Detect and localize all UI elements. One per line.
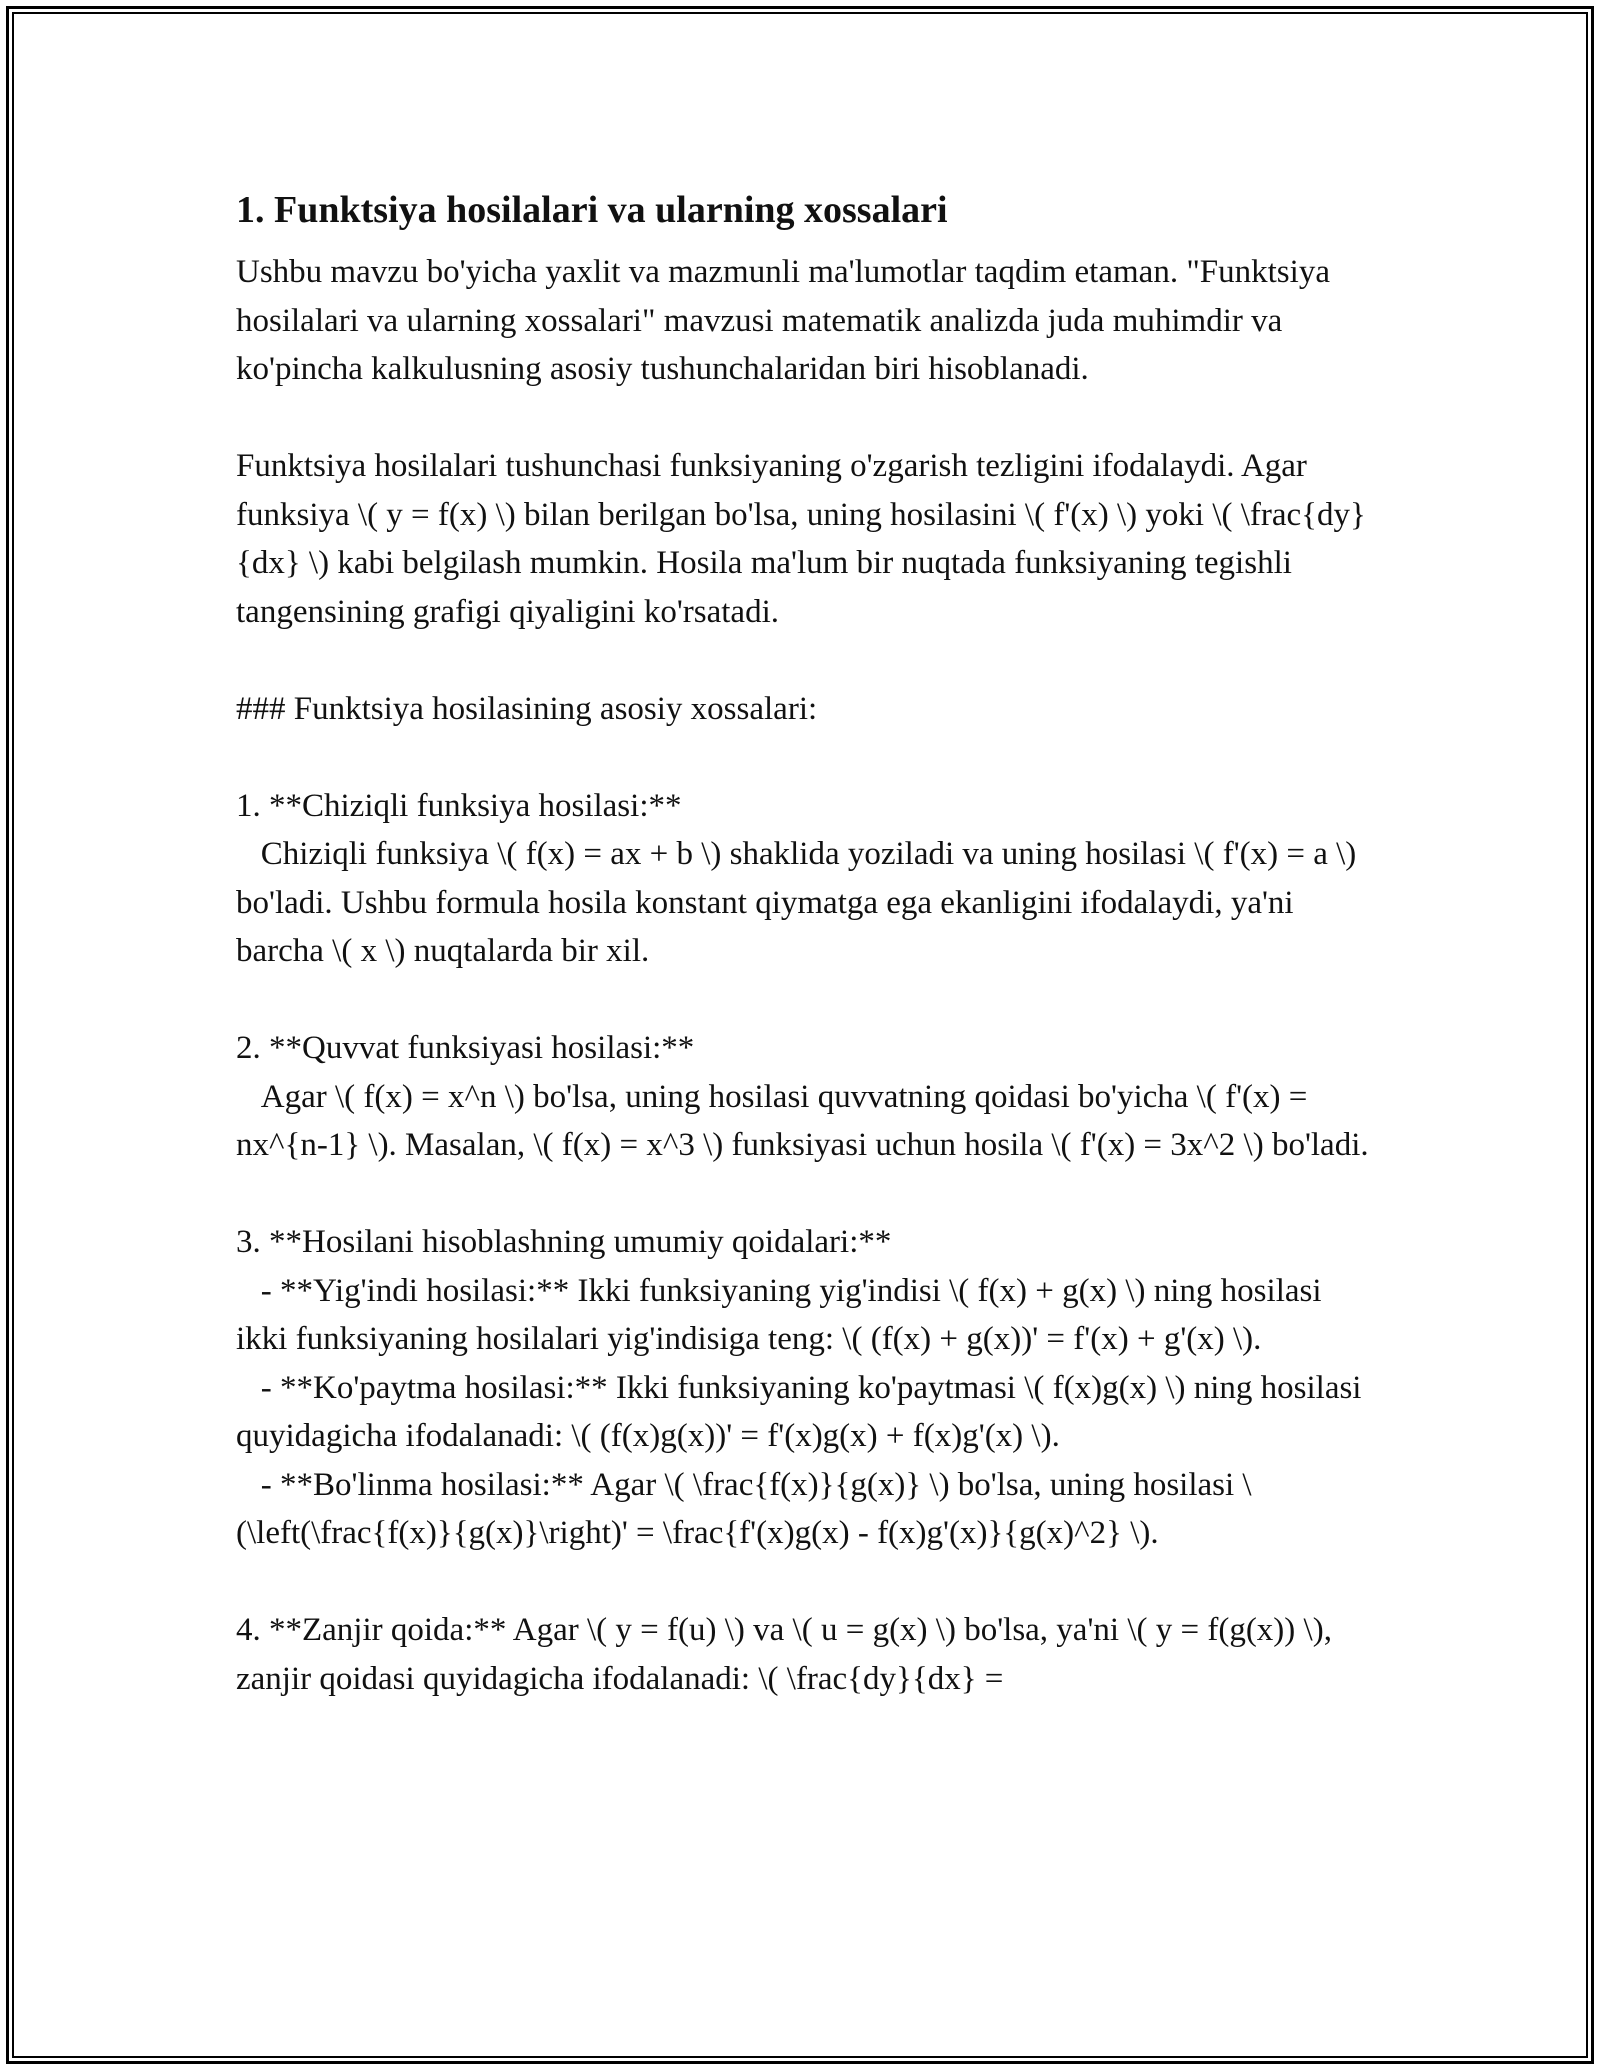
property-general-rules: 3. **Hosilani hisoblashning umumiy qoidalari:** - **Yig'indi hosilasi:** Ikki funksiyaning yig'indisi \( f(x) + g(x) \) ning hosilasi ikki funksiyaning hosilalari yig'indisiga teng: \( (f(x) + g(x))' = f'(x) + g'(x) \). - **Ko'paytma hosilasi:** Ikki funksiyaning ko'paytmasi \( f(x)g(x) \) ning hosilasi quyidagicha ifodalanadi: \( (f(x)g(x))' = f'(x)g(x) + f(x)g'(x) \). - **Bo'linma hosilasi:** Agar \( \frac{f(x)}{g(x)} \) bo'lsa, uning hosilasi \(\left(\frac{f(x)}{g(x)}\right)' = \frac{f'(x)g(x) - f(x)g'(x)}{g(x)^2} \). — [236, 1224, 1362, 1551]
document-page — [236, 186, 1376, 1703]
paragraph-spacer — [236, 1558, 1376, 1607]
section-heading: ### Funktsiya hosilasining asosiy xossalari: — [236, 690, 818, 727]
paragraph-spacer — [236, 976, 1376, 1025]
document-title: 1. Funktsiya hosilalari va ularning xossalari — [236, 189, 948, 231]
paragraph-spacer — [236, 394, 1376, 443]
paragraph-spacer — [236, 636, 1376, 685]
property-linear: 1. **Chiziqli funksiya hosilasi:** Chiziqli funksiya \( f(x) = ax + b \) shaklida yoziladi va uning hosilasi \( f'(x) = a \) bo'ladi. Ushbu formula hosila konstant qiymatga ega ekanligini ifodalaydi, ya'ni barcha \( x \) nuqtalarda bir xil. — [236, 787, 1357, 969]
property-power: 2. **Quvvat funksiyasi hosilasi:** Agar \( f(x) = x^n \) bo'lsa, uning hosilasi quvvatning qoidasi bo'yicha \( f'(x) = nx^{n-1} \). Masalan, \( f(x) = x^3 \) funksiyasi uchun hosila \( f'(x) = 3x^2 \) bo'ladi. — [236, 1030, 1369, 1163]
property-chain-rule: 4. **Zanjir qoida:** Agar \( y = f(u) \) va \( u = g(x) \) bo'lsa, ya'ni \( y = f(g(x)) \), zanjir qoidasi quyidagicha ifodalanadi: \( \frac{dy}{dx} = — [236, 1612, 1341, 1697]
paragraph-spacer — [236, 733, 1376, 782]
intro-paragraph: Ushbu mavzu bo'yicha yaxlit va mazmunli ma'lumotlar taqdim etaman. "Funktsiya hosilalari va ularning xossalari" mavzusi matematik analizda juda muhimdir va ko'pincha kalkulusning asosiy tushunchalaridan biri hisoblanadi. — [236, 254, 1339, 387]
paragraph-spacer — [236, 1170, 1376, 1219]
definition-paragraph: Funktsiya hosilalari tushunchasi funksiyaning o'zgarish tezligini ifodalaydi. Agar funksiya \( y = f(x) \) bilan berilgan bo'lsa, uning hosilasini \( f'(x) \) yoki \( \frac{dy}{dx} \) kabi belgilash mumkin. Hosila ma'lum bir nuqtada funksiyaning tegishli tangensining grafigi qiyaligini ko'rsatadi. — [236, 448, 1366, 630]
